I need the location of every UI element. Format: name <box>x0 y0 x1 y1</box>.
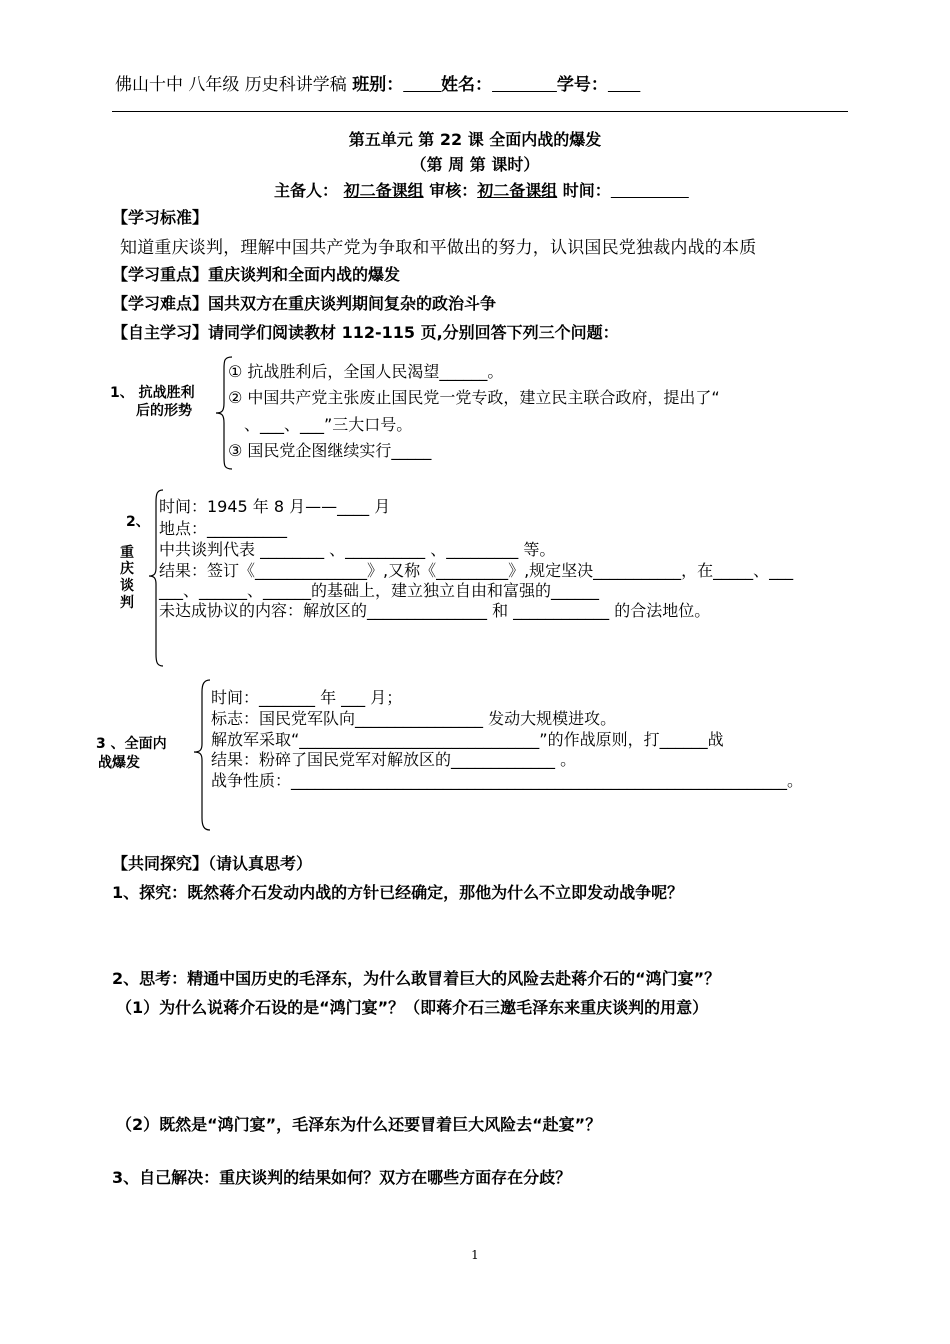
reviewer-value: 初二备课组 <box>477 181 558 200</box>
q1-label-b: 后的形势 <box>136 403 192 419</box>
q2-label-2: 庆 <box>120 561 134 577</box>
page-header <box>115 70 640 95</box>
class-field[interactable] <box>403 75 441 95</box>
explore-q2a: （1）为什么说蒋介石设的是“鸿门宴”？（即蒋介石三邀毛泽东来重庆谈判的用意） <box>116 998 709 1017</box>
explore-q2b: （2）既然是“鸿门宴”，毛泽东为什么还要冒着巨大风险去“赴宴”？ <box>116 1115 602 1134</box>
q2-line-5: ___、______、______的基础上，建立独立自由和富强的______ <box>159 581 600 600</box>
page-number: 1 <box>471 1248 479 1262</box>
preparer-line <box>274 178 689 201</box>
preparer-label: 主备人： <box>274 181 339 200</box>
class-label: 班别： <box>352 75 404 95</box>
q1-line-4: ③ 国民党企图继续实行_____ <box>228 441 432 460</box>
name-label: 姓名： <box>441 75 493 95</box>
q3-line-5: 战争性质：______________________________________________________________。 <box>211 771 804 790</box>
id-label: 学号： <box>556 75 608 95</box>
q2-label-3: 谈 <box>120 578 134 594</box>
reviewer-label: 审核： <box>429 181 478 200</box>
q2-line-3: 中共谈判代表 ________ 、__________ 、_________ 等。 <box>159 540 556 559</box>
lesson-period: （第 周 第 课时） <box>410 155 540 174</box>
time-field[interactable] <box>611 181 689 200</box>
q1-line-1: ① 抗战胜利后，全国人民渴望______。 <box>228 362 504 381</box>
q3-label-b: 战爆发 <box>98 755 140 771</box>
header-rule <box>112 111 848 112</box>
q1-label-a: 1、 抗战胜利 <box>110 385 195 401</box>
standard-text: 知道重庆谈判，理解中国共产党为争取和平做出的努力，认识国民党独裁内战的本质 <box>120 238 757 258</box>
explore-q1: 1、探究：既然蒋介石发动内战的方针已经确定，那他为什么不立即发动战争呢？ <box>112 883 684 902</box>
q2-line-6: 未达成协议的内容：解放区的_______________ 和 ____________ 的合法地位。 <box>159 601 711 620</box>
q3-line-3: 解放军采取“______________________________”的作战原则，打______战 <box>211 730 724 749</box>
preparer-value: 初二备课组 <box>343 181 424 200</box>
q2-line-4: 结果：签订《______________》,又称《_________》,规定坚决___________，在_____、___ <box>159 561 794 580</box>
q1-line-2: ② 中国共产党主张废止国民党一党专政，建立民主联合政府，提出了“ <box>228 388 720 407</box>
lesson-title: 第五单元 第 22 课 全面内战的爆发 <box>348 130 602 149</box>
q2-label-4: 判 <box>120 595 134 611</box>
explore-title: 【共同探究】（请认真思考） <box>112 854 313 873</box>
q2-label-1: 重 <box>120 545 134 561</box>
self-study-line: 【自主学习】请同学们阅读教材 112-115 页,分别回答下列三个问题： <box>112 323 619 342</box>
explore-q3: 3、自己解决：重庆谈判的结果如何？双方在哪些方面存在分歧？ <box>112 1168 572 1187</box>
header-school: 佛山十中 八年级 历史科讲学稿 <box>115 75 353 95</box>
q3-label-a: 3 、全面内 <box>96 736 167 752</box>
explore-q2: 2、思考：精通中国历史的毛泽东，为什么敢冒着巨大的风险去赴蒋介石的“鸿门宴”？ <box>112 969 721 988</box>
difficulty-line: 【学习难点】国共双方在重庆谈判期间复杂的政治斗争 <box>112 294 497 313</box>
q3-line-4: 结果：粉碎了国民党军对解放区的_____________ 。 <box>211 750 577 769</box>
id-field[interactable] <box>608 75 640 95</box>
standard-title: 【学习标准】 <box>112 208 209 227</box>
q3-line-2: 标志：国民党军队向________________ 发动大规模进攻。 <box>211 709 617 728</box>
time-label: 时间： <box>562 181 611 200</box>
focus-line: 【学习重点】重庆谈判和全面内战的爆发 <box>112 265 401 284</box>
name-field[interactable] <box>492 75 557 95</box>
q2-line-2: 地点：__________ <box>159 519 288 538</box>
q3-line-1: 时间：_______ 年 ___ 月； <box>211 688 403 707</box>
q1-line-3: 、___、___”三大口号。 <box>244 415 413 434</box>
q2-line-1: 时间：1945 年 8 月——____ 月 <box>159 497 391 516</box>
q2-num: 2、 <box>126 514 150 530</box>
